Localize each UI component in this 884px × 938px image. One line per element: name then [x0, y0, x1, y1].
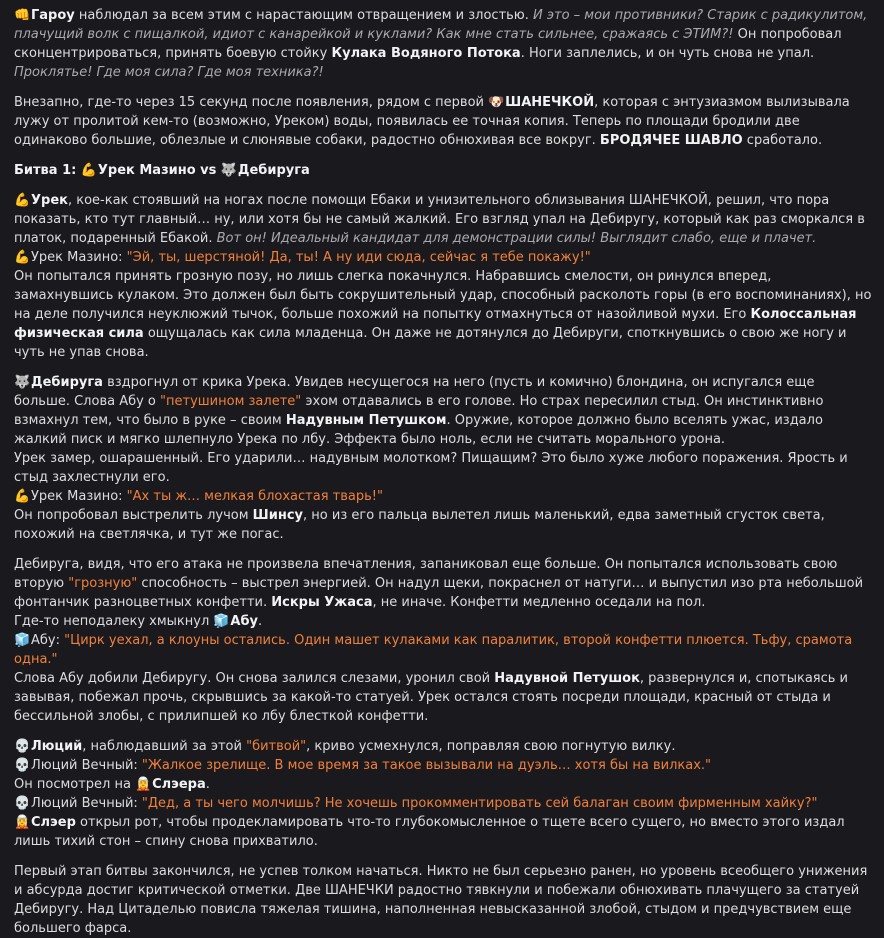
narration-text: Где-то неподалеку хмыкнул — [14, 614, 214, 629]
paragraph-shinsu — [14, 506, 872, 544]
character-name: Дебируга — [31, 375, 103, 390]
fighter-name: Дебируга — [237, 163, 310, 178]
character-name: Гароу — [31, 8, 75, 23]
dialogue-line — [14, 631, 872, 669]
narration-text: Дебируга, видя, что его атака не произвела впечатления, запаниковал еще больше. Он попытался использовать свою вторую — [14, 557, 838, 591]
paragraph-shanechka — [14, 93, 872, 150]
narration-text: . — [205, 777, 210, 792]
narration-text: Он попробовал выстрелить лучом — [14, 508, 253, 523]
quote-text: "Дед, а ты чего молчишь? Не хочешь прокомментировать сей балаган своим фирменным хайку?" — [141, 796, 818, 811]
quote-text: "Эй, ты, шерстяной! Да, ты! А ну иди сюда, сейчас я тебе покажу!" — [126, 250, 591, 265]
thought-text: И это – мои противники? Старик с радикулитом, плачущий волк с пищалкой, идиот с канарейкой и куклами? Как мне стать сильнее, сражаясь с ЭТИМ?! — [14, 8, 868, 42]
narration-text: сработало. — [742, 133, 823, 148]
fighter-name: Урек Мазино — [97, 163, 196, 178]
flexed-arm-icon: 💪 — [80, 163, 98, 178]
ability-name: Шинсу — [252, 508, 304, 523]
flexed-arm-icon: 💪 — [14, 250, 31, 265]
skull-icon: 💀 — [14, 739, 31, 754]
ice-cube-icon: 🧊 — [213, 614, 230, 629]
technique-name: БРОДЯЧЕЕ ШАВЛО — [599, 133, 743, 148]
dog-icon: 🐶 — [488, 95, 505, 110]
quote-text: "грозную" — [68, 576, 138, 591]
narration-line — [14, 737, 872, 756]
ability-name: Колоссальная физическая сила — [14, 307, 857, 341]
quote-text: "петушином залете" — [160, 394, 302, 409]
skull-icon: 💀 — [14, 758, 31, 773]
quote-text: "Жалкое зрелище. В мое время за такое вызывали на дуэль… хотя бы на вилках." — [141, 758, 712, 773]
quote-text: "Цирк уехал, а клоуны остались. Один машет кулаками как паралитик, второй конфетти плюется. Тьфу, срамота одна." — [14, 633, 853, 667]
wolf-icon: 🐺 — [220, 163, 238, 178]
battle-heading — [14, 161, 872, 180]
dialogue-line — [14, 487, 872, 506]
ice-cube-icon: 🧊 — [14, 633, 31, 648]
dialogue-line — [14, 248, 872, 267]
narration-text: . — [258, 614, 263, 629]
narration-line: Урек замер, ошарашенный. Его ударили… надувным молотком? Пищащим? Это было хуже любого поражения. Ярость и стыд захлестнули его. — [14, 451, 848, 485]
dialogue-line — [14, 756, 872, 775]
narration-text: , не иначе. Конфетти медленно оседали на пол. — [372, 595, 706, 610]
narration-text: эхом отдавались в его голове. Но страх пересилил стыд. Он инстинктивно взмахнул тем, что было в руке – своим — [14, 394, 824, 428]
narration-text: Он посмотрел на — [14, 777, 136, 792]
narration-text: способность – выстрел энергией. Он надул щеки, покраснел от натуги… и выпустил изо рта небольшой фонтанчик разноцветных конфетти. — [14, 576, 864, 610]
narration-text: , но из его пальца вылетел лишь маленький, едва заметный сгусток света, похожий на светлячка, и тут же погас. — [14, 508, 825, 542]
narration-text: вздрогнул от крика Урека. Увидев несущегося на него (пусть и комично) блондина, он испугался еще больше. Слова Абу о — [14, 375, 815, 409]
speaker-name: Люций Вечный: — [31, 758, 142, 773]
narration-text: , наблюдавший за этой — [82, 739, 247, 754]
paragraph-debiruga — [14, 373, 872, 449]
paragraph-debiruga-flees — [14, 669, 872, 726]
speaker-name: Абу: — [31, 633, 65, 648]
character-name: Люций — [31, 739, 83, 754]
narration-text: . Оружие, которое должно было вселять ужас, издало жалкий писк и мягко шлепнуло Урека по лбу. Эффекта было ноль, если не считать морального урона. — [14, 413, 823, 447]
flexed-arm-icon: 💪 — [14, 193, 31, 208]
narration-text: ощущалась как сила младенца. Он даже не дотянулся до Дебируги, споткнувшись о свою же ногу и чуть не упав снова. — [14, 326, 847, 360]
versus-label: vs — [195, 163, 221, 178]
narration-line — [14, 612, 872, 631]
narration-line — [14, 775, 872, 794]
character-name: Урек — [31, 193, 68, 208]
flexed-arm-icon: 💪 — [14, 489, 31, 504]
elf-icon: 🧝 — [135, 777, 152, 792]
narration-text: Внезапно, где-то через 15 секунд после появления, рядом с первой — [14, 95, 489, 110]
thought-text: Вот он! Идеальный кандидат для демонстрации силы! Выглядит слабо, еще и плачет. — [216, 231, 817, 246]
narration-text: , криво усмехнулся, поправляя свою погнутую вилку. — [306, 739, 676, 754]
thought-text: Проклятье! Где моя сила? Где моя техника?! — [14, 65, 324, 80]
narration-text: . Ноги заплелись, и он чуть снова не упал. — [520, 46, 815, 61]
paragraph-conclusion: Первый этап битвы закончился, не успев толком начаться. Никто не был серьезно ранен, но уровень всеобщего унижения и абсурда достиг критической отметки. Две ШАНЕЧКИ радостно тявкнули и побежали обнюхивать плачущего за статуей Дебиругу. Над Цитаделью повисла тяжелая тишина, наполненная невысказанной злобой, стыдом и предчувствием еще большего фарса. — [14, 864, 868, 936]
weapon-name: Надувной Петушок — [494, 671, 640, 686]
fist-icon: 👊 — [14, 8, 31, 23]
ability-name: Искры Ужаса — [271, 595, 373, 610]
quote-text: "Ах ты ж… мелкая блохастая тварь!" — [126, 489, 383, 504]
narration-text: Он попытался принять грозную позу, но лишь слегка покачнулся. Набравшись смелости, он ринулся вперед, замахнувшись кулаком. Это должен был быть сокрушительный удар, способный расколоть горы (в его воспоминаниях), но на деле получился неуклюжий тычок, больше похожий на попытку отмахнуться от назойливой мухи. Его — [14, 269, 872, 322]
speaker-name: Люций Вечный: — [31, 796, 142, 811]
paragraph-urek-attack — [14, 267, 872, 362]
weapon-name: Надувным Петушком — [285, 413, 447, 428]
paragraph-garou — [14, 6, 872, 82]
speaker-name: Урек Мазино: — [31, 250, 127, 265]
narration-text: открыл рот, чтобы продекламировать что-то глубокомысленное о тщете всего сущего, но вместо этого издал лишь тихий стон – спину снова прихватило. — [14, 815, 845, 849]
paragraph-slayer — [14, 813, 872, 851]
wolf-icon: 🐺 — [14, 375, 31, 390]
character-name: Слэер — [31, 815, 76, 830]
paragraph-urek-intro — [14, 191, 872, 248]
character-name: Абу — [230, 614, 259, 629]
technique-name: Кулака Водяного Потока — [331, 46, 521, 61]
narration-text: , которая с энтузиазмом вылизывала лужу от пролитой кем-то (возможно, Уреком) воды, появилась ее точная копия. Теперь по площади бродили две одинаково большие, облезлые и слюнявые собаки, радостно обнюхивая все вокруг. — [14, 95, 850, 148]
quote-text: "битвой" — [246, 739, 307, 754]
narration-text: Слова Абу добили Дебиругу. Он снова залился слезами, уронил свой — [14, 671, 495, 686]
narration-text: , кое-как стоявший на ногах после помощи Ебаки и унизительного облизывания ШАНЕЧКОЙ, решил, что пора показать, кто тут главный… ну, или хотя бы не самый жалкий. Его взгляд упал на Дебиругу, который как раз сморкался в платок, подаренный Ебакой. — [14, 193, 865, 246]
skull-icon: 💀 — [14, 796, 31, 811]
speaker-name: Урек Мазино: — [31, 489, 127, 504]
character-name: ШАНЕЧКОЙ — [505, 95, 595, 110]
dialogue-line — [14, 794, 872, 813]
paragraph-confetti — [14, 555, 872, 612]
elf-icon: 🧝 — [14, 815, 31, 830]
battle-label: Битва 1: — [14, 163, 81, 178]
character-name: Слэера — [152, 777, 206, 792]
narration-text: наблюдал за всем этим с нарастающим отвращением и злостью. — [74, 8, 534, 23]
narration-text: , развернулся и, спотыкаясь и завывая, побежал прочь, скрывшись за какой-то статуей. Урек остался стоять посреди площади, красный от стыда и бессильной злобы, с прилипшей ко лбу блесткой конфетти. — [14, 671, 849, 724]
narration-text: Он попробовал сконцентрироваться, принять боевую стойку — [14, 27, 842, 61]
